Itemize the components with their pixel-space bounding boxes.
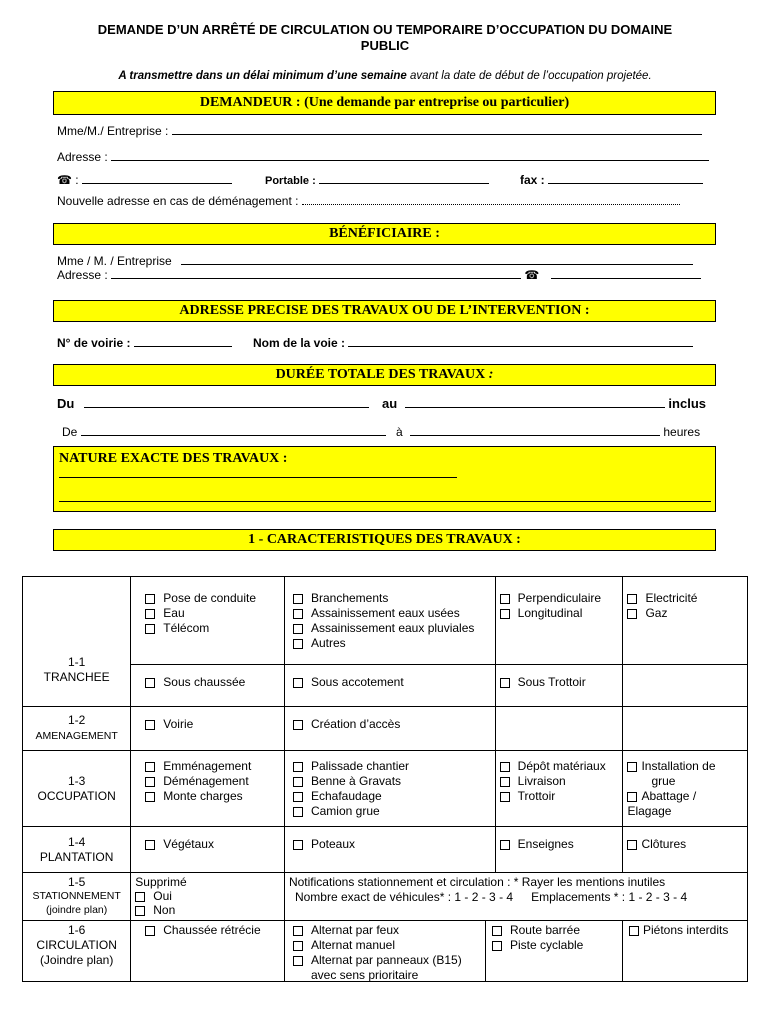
checkbox-installation-grue[interactable]: Installation de	[627, 759, 743, 774]
nature-line-1[interactable]	[59, 477, 457, 478]
checkbox-chaussee-retrecie[interactable]: Chaussée rétrécie	[145, 923, 280, 938]
checkbox-abattage[interactable]: Abattage /	[627, 789, 743, 804]
checkbox-alternat-manuel[interactable]: Alternat manuel	[293, 938, 481, 953]
checkbox-perpendiculaire[interactable]: Perpendiculaire	[500, 591, 619, 606]
demandeur-header: DEMANDEUR : (Une demande par entreprise ou particulier)	[53, 91, 716, 115]
table-row: 1-6 CIRCULATION (Joindre plan) Chaussée rétrécie Alternat par feux Alternat manuel Alternat par panneaux (B15) avec sens prioritaire Route barrée Piste cyclable Piétons interdits	[23, 921, 748, 982]
checkbox-route-barree[interactable]: Route barrée	[492, 923, 618, 938]
voie-line[interactable]: Nom de la voie :	[253, 336, 693, 350]
checkbox-clotures[interactable]: Clôtures	[627, 837, 743, 852]
checkbox-palissade[interactable]: Palissade chantier	[293, 759, 491, 774]
checkbox-trottoir[interactable]: Trottoir	[500, 789, 619, 804]
caracteristiques-table	[22, 576, 748, 982]
checkbox-piste-cyclable[interactable]: Piste cyclable	[492, 938, 618, 953]
beneficiaire-name-line[interactable]: Mme / M. / Entreprise	[57, 254, 693, 268]
vehicules-count[interactable]: Nombre exact de véhicules* : 1 - 2 - 3 - 4	[294, 890, 514, 904]
demandeur-name-line[interactable]: Mme/M./ Entreprise :	[57, 124, 702, 138]
demandeur-address-line[interactable]: Adresse :	[57, 150, 709, 164]
table-row	[23, 873, 748, 921]
plantation-label: 1-4 PLANTATION	[23, 827, 131, 873]
checkbox-sous-trottoir[interactable]: Sous Trottoir	[500, 675, 619, 690]
checkbox-camion-grue[interactable]: Camion grue	[293, 804, 491, 819]
beneficiaire-address-line[interactable]: Adresse : ☎	[57, 268, 701, 282]
checkbox-eaux-pluviales[interactable]: Assainissement eaux pluviales	[293, 621, 491, 636]
tranchee-label: 1-1 TRANCHEE	[23, 577, 131, 707]
table-row	[23, 707, 748, 751]
checkbox-oui[interactable]: Oui	[135, 889, 280, 903]
checkbox-monte-charges[interactable]: Monte charges	[145, 789, 280, 804]
table-row	[23, 665, 748, 707]
checkbox-demenagement[interactable]: Déménagement	[145, 774, 280, 789]
phone-icon: ☎	[524, 268, 540, 282]
amenagement-label: 1-2 AMENAGEMENT	[23, 707, 131, 751]
adresse-header: ADRESSE PRECISE DES TRAVAUX OU DE L’INTERVENTION :	[53, 300, 716, 322]
checkbox-gaz[interactable]: Gaz	[627, 606, 743, 621]
supprime-label: Supprimé	[135, 875, 187, 889]
nature-line-2[interactable]	[59, 501, 711, 502]
checkbox-pose-conduite[interactable]: Pose de conduite	[145, 591, 280, 606]
circulation-label: 1-6 CIRCULATION (Joindre plan)	[23, 921, 131, 982]
checkbox-vegetaux[interactable]: Végétaux	[145, 837, 280, 852]
checkbox-autres[interactable]: Autres	[293, 636, 491, 651]
de-line[interactable]: De	[62, 425, 386, 439]
checkbox-voirie[interactable]: Voirie	[145, 717, 280, 732]
demandeur-mobile-line[interactable]: Portable :	[265, 173, 489, 187]
caracteristiques-header: 1 - CARACTERISTIQUES DES TRAVAUX :	[53, 529, 716, 551]
duree-header: DURÉE TOTALE DES TRAVAUX :	[53, 364, 716, 386]
checkbox-emmenagement[interactable]: Emménagement	[145, 759, 280, 774]
checkbox-livraison[interactable]: Livraison	[500, 774, 619, 789]
checkbox-eau[interactable]: Eau	[145, 606, 280, 621]
checkbox-benne[interactable]: Benne à Gravats	[293, 774, 491, 789]
checkbox-sous-chaussee[interactable]: Sous chaussée	[145, 675, 280, 690]
nature-box[interactable]	[53, 446, 716, 512]
checkbox-poteaux[interactable]: Poteaux	[293, 837, 491, 852]
checkbox-non[interactable]: Non	[135, 903, 280, 917]
table-row	[23, 827, 748, 873]
notification-text: Notifications stationnement et circulation : * Rayer les mentions inutiles	[288, 875, 666, 889]
checkbox-branchements[interactable]: Branchements	[293, 591, 491, 606]
checkbox-creation-acces[interactable]: Création d’accès	[293, 717, 491, 732]
voirie-line[interactable]: N° de voirie :	[57, 336, 232, 350]
checkbox-telecom[interactable]: Télécom	[145, 621, 280, 636]
nature-header: NATURE EXACTE DES TRAVAUX :	[59, 451, 288, 466]
form-title: DEMANDE D’UN ARRÊTÉ DE CIRCULATION OU TEMPORAIRE D’OCCUPATION DU DOMAINE PUBLIC	[97, 22, 673, 53]
checkbox-echafaudage[interactable]: Echafaudage	[293, 789, 491, 804]
demandeur-new-address-line[interactable]: Nouvelle adresse en cas de déménagement :	[57, 194, 680, 208]
emplacements-count[interactable]: Emplacements * : 1 - 2 - 3 - 4	[531, 890, 688, 904]
checkbox-electricite[interactable]: Electricité	[627, 591, 743, 606]
beneficiaire-header: BÉNÉFICIAIRE :	[53, 223, 716, 245]
table-row: 1-3 OCCUPATION Emménagement Déménagement Monte charges Palissade chantier Benne à Gravats Echafaudage Camion grue Dépôt matériaux Livraison Trottoir Installation de grue Abattage / Elagage	[23, 751, 748, 827]
au-line[interactable]: au inclus	[382, 396, 706, 411]
checkbox-enseignes[interactable]: Enseignes	[500, 837, 619, 852]
checkbox-eaux-usees[interactable]: Assainissement eaux usées	[293, 606, 491, 621]
demandeur-phone-line[interactable]: ☎ :	[57, 173, 232, 187]
checkbox-depot-materiaux[interactable]: Dépôt matériaux	[500, 759, 619, 774]
du-line[interactable]: Du	[57, 396, 369, 411]
checkbox-alternat-feux[interactable]: Alternat par feux	[293, 923, 481, 938]
demandeur-fax-line[interactable]: fax :	[520, 173, 703, 187]
a-line[interactable]: à heures	[396, 425, 701, 439]
delay-notice: A transmettre dans un délai minimum d’une semaine avant la date de début de l’occupation projetée.	[118, 70, 652, 82]
checkbox-alternat-panneaux[interactable]: Alternat par panneaux (B15)	[293, 953, 481, 968]
checkbox-sous-accotement[interactable]: Sous accotement	[293, 675, 491, 690]
occupation-label: 1-3 OCCUPATION	[23, 751, 131, 827]
table-row	[23, 577, 748, 665]
checkbox-pietons-interdits[interactable]: Piétons interdits	[629, 923, 743, 938]
stationnement-label: 1-5 STATIONNEMENT (joindre plan)	[23, 873, 131, 921]
checkbox-longitudinal[interactable]: Longitudinal	[500, 606, 619, 621]
